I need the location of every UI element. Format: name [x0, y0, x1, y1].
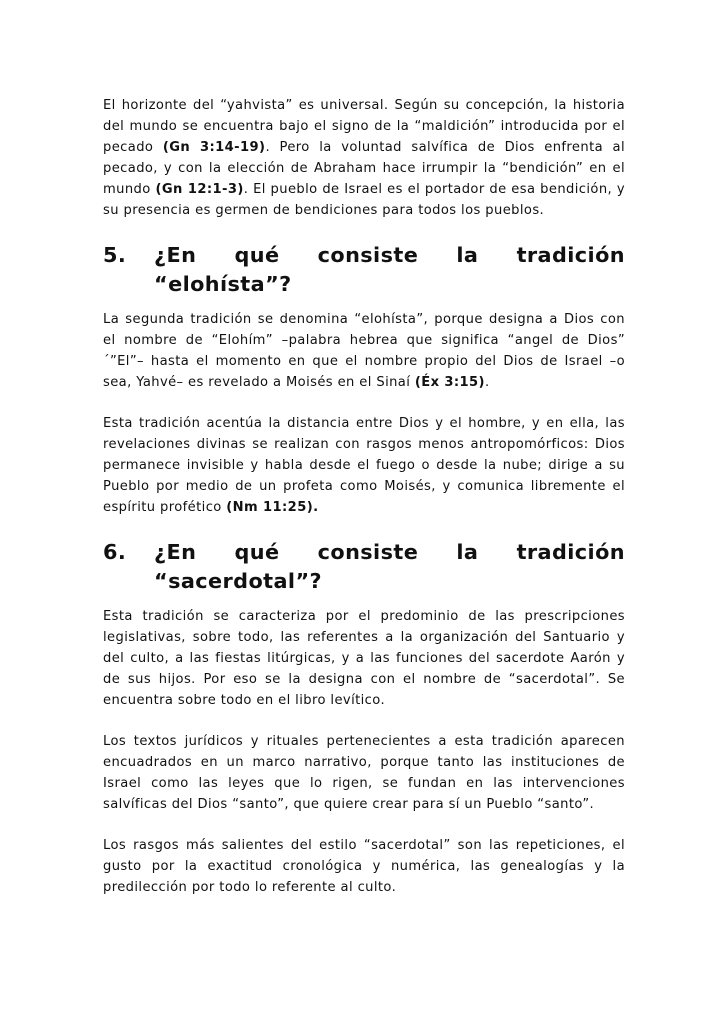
- text-run: El horizonte del “yahvista” es universal. Según su concepción, la historia del mundo se encuentra bajo el signo de la “maldición” introducida por el pecado: [103, 98, 625, 155]
- title-word: tradición: [516, 540, 625, 564]
- text-run: . El pueblo de Israel es el portador de esa bendición, y su presencia es germen de bendiciones para todos los pueblos.: [103, 182, 625, 218]
- bible-reference: (Nm 11:25).: [226, 500, 319, 515]
- title-word: tradición: [516, 243, 625, 267]
- section-number: 6.: [103, 540, 127, 564]
- paragraph-sacerdotal-3: Los rasgos más salientes del estilo “sacerdotal” son las repeticiones, el gusto por la exactitud cronológica y numérica, las genealogías y la predilección por todo lo referente al culto.: [103, 838, 625, 895]
- section-6-heading: [103, 538, 625, 596]
- paragraph-elohista-2: [103, 413, 625, 518]
- title-word: la: [456, 540, 479, 564]
- title-word: consiste: [317, 540, 419, 564]
- title-word: consiste: [317, 243, 419, 267]
- paragraph-sacerdotal-2: Los textos jurídicos y rituales pertenecientes a esta tradición aparecen encuadrados en un marco narrativo, porque tanto las instituciones de Israel como las leyes que lo rigen, se fundan en las intervenciones salvíficas del Dios “santo”, que quiere crear para sí un Pueblo “santo”.: [103, 734, 625, 812]
- document-page: [103, 95, 625, 918]
- title-line-1: [154, 538, 625, 567]
- title-word: ¿En: [154, 243, 197, 267]
- bible-reference: (Gn 3:14-19): [162, 140, 266, 155]
- paragraph-elohista-1: [103, 309, 625, 393]
- title-word: ¿En: [154, 540, 197, 564]
- title-word: qué: [234, 243, 280, 267]
- title-line-2: “sacerdotal”?: [154, 569, 322, 593]
- paragraph-yahvista: [103, 95, 625, 221]
- section-title: [154, 538, 625, 596]
- section-number: 5.: [103, 243, 127, 267]
- text-run: .: [484, 375, 490, 390]
- bible-reference: (Éx 3:15): [414, 375, 485, 390]
- text-run: . Pero la voluntad salvífica de Dios enfrenta al pecado, y con la elección de Abraham hace irrumpir la “bendición” en el mundo: [103, 140, 626, 197]
- title-word: qué: [234, 540, 280, 564]
- paragraph-sacerdotal-1: Esta tradición se caracteriza por el predominio de las prescripciones legislativas, sobre todo, las referentes a la organización del Santuario y del culto, a las fiestas litúrgicas, y a las funciones del sacerdote Aarón y de sus hijos. Por eso se la designa con el nombre de “sacerdotal”. Se encuentra sobre todo en el libro levítico.: [103, 609, 625, 708]
- text-run: Esta tradición acentúa la distancia entre Dios y el hombre, y en ella, las revelaciones divinas se realizan con rasgos menos antropomórficos: Dios permanece invisible y habla desde el fuego o desde la nube; dirige a su Pueblo por medio de un profeta como Moisés, y comunica libremente el espíritu profético: [103, 416, 625, 515]
- title-word: la: [456, 243, 479, 267]
- section-title: [154, 241, 625, 299]
- bible-reference: (Gn 12:1-3): [155, 182, 244, 197]
- title-line-1: [154, 241, 625, 270]
- section-5-heading: [103, 241, 625, 299]
- text-run: La segunda tradición se denomina “elohísta”, porque designa a Dios con el nombre de “Elohím” –palabra hebrea que significa “angel de Dios” ´”El”– hasta el momento en que el nombre propio del Dios de Israel –o sea, Yahvé– es revelado a Moisés en el Sinaí: [103, 312, 625, 390]
- title-line-2: “elohísta”?: [154, 272, 292, 296]
